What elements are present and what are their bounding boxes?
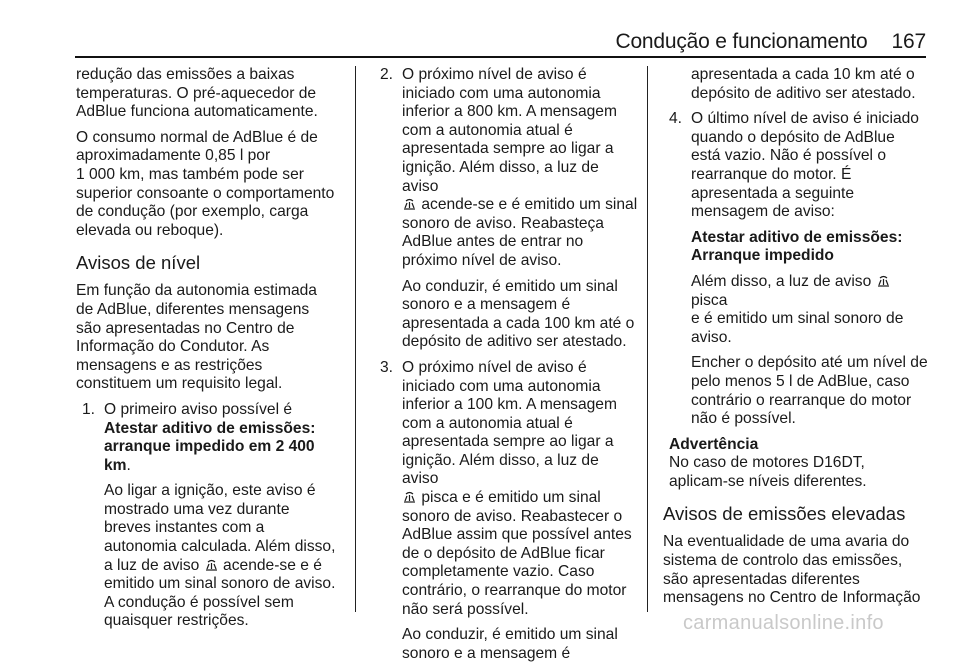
column-1 — [76, 66, 342, 638]
list-text: O próximo nível de aviso é iniciado com uma autonomia inferior a 100 km. A mensagem com a autonomia atual é apresentada sempre ao ligar a ignição. Além disso, a luz de aviso pisca e é emitido um sinal sonoro de aviso. Reabastecer o AdBlue assim que possível antes de o depósito de AdBlue ficar completamente vazio. Caso contrário, o rearranque do motor não será possível. — [402, 358, 632, 618]
paragraph: Na eventualidade de uma avaria do sistema de controlo das emissões, são apresentadas diferentes mensagens no Centro de Informação — [663, 533, 921, 607]
adblue-warning-icon — [205, 558, 218, 571]
section-title: Condução e funcionamento — [615, 30, 868, 53]
column-divider — [355, 66, 356, 612]
list-text: Encher o depósito até um nível de pelo menos 5 l de AdBlue, caso contrário o rearranque do motor não é possível. — [691, 354, 928, 428]
warning-message: Atestar aditivo de emissões: Arranque impedido — [691, 228, 903, 265]
note-box — [663, 436, 929, 492]
list-item — [76, 401, 342, 631]
page-header — [600, 28, 926, 56]
page-number: 167 — [891, 30, 926, 53]
list-number: 4. — [669, 110, 683, 128]
column-divider — [647, 66, 648, 612]
paragraph: O consumo normal de AdBlue é de aproximadamente 0,85 l por 1 000 km, mas também pode ser superior consoante o comportamento de condução (por exemplo, carga elevada ou reboque). — [76, 128, 335, 239]
note-text: No caso de motores D16DT, aplicam-se níveis diferentes. — [669, 454, 867, 490]
note-title: Advertência — [669, 435, 759, 453]
column-3 — [663, 66, 929, 615]
section-heading: Avisos de nível — [76, 252, 201, 274]
list-item — [374, 66, 638, 352]
column-2 — [374, 66, 638, 670]
watermark: carmanualsonline.info — [683, 612, 884, 634]
list-number: 2. — [380, 66, 394, 83]
list-text: O próximo nível de aviso é iniciado com uma autonomia inferior a 800 km. A mensagem com a autonomia atual é apresentada sempre ao ligar a ignição. Além disso, a luz de aviso acende-se e é emitido um sinal sonoro de aviso. Reabasteça AdBlue antes de entrar no próximo nível de aviso. — [402, 66, 638, 269]
list-number: 3. — [380, 358, 394, 376]
adblue-warning-icon — [403, 490, 416, 503]
adblue-warning-icon — [403, 197, 416, 210]
warning-message: Atestar aditivo de emissões: arranque impedido em 2 400 km — [104, 419, 316, 474]
list-item — [374, 359, 638, 664]
list-text: O primeiro aviso possível é Atestar aditivo de emissões: arranque impedido em 2 400 km. — [104, 400, 316, 474]
list-number: 1. — [82, 400, 96, 418]
list-text: O último nível de aviso é iniciado quando o depósito de AdBlue está vazio. Não é possível o rearranque do motor. É apresentada a seguinte mensagem de aviso: — [691, 110, 919, 221]
list-item — [663, 110, 929, 429]
adblue-warning-icon — [877, 274, 890, 287]
list-text: Ao ligar a ignição, este aviso é mostrado uma vez durante breves instantes com a autonomia calculada. Além disso, a luz de aviso acende-se e é emitido um sinal sonoro de aviso. A condução é possível sem quaisquer restrições. — [104, 482, 336, 630]
paragraph: Em função da autonomia estimada de AdBlue, diferentes mensagens são apresentadas no Centro de Informação do Condutor. As mensagens e as restrições constituem um requisito legal. — [76, 282, 317, 393]
paragraph: apresentada a cada 10 km até o depósito de aditivo ser atestado. — [691, 66, 916, 102]
list-text: Além disso, a luz de aviso pisca e é emitido um sinal sonoro de aviso. — [691, 272, 904, 346]
list-text: Ao conduzir, é emitido um sinal sonoro e a mensagem é — [402, 626, 618, 662]
list-text: Ao conduzir, é emitido um sinal sonoro e a mensagem é apresentada a cada 100 km até o depósito de aditivo ser atestado. — [402, 277, 635, 351]
section-heading: Avisos de emissões elevadas — [663, 503, 906, 525]
paragraph: redução das emissões a baixas temperaturas. O pré-aquecedor de AdBlue funciona automaticamente. — [76, 66, 318, 121]
header-rule — [75, 56, 926, 58]
